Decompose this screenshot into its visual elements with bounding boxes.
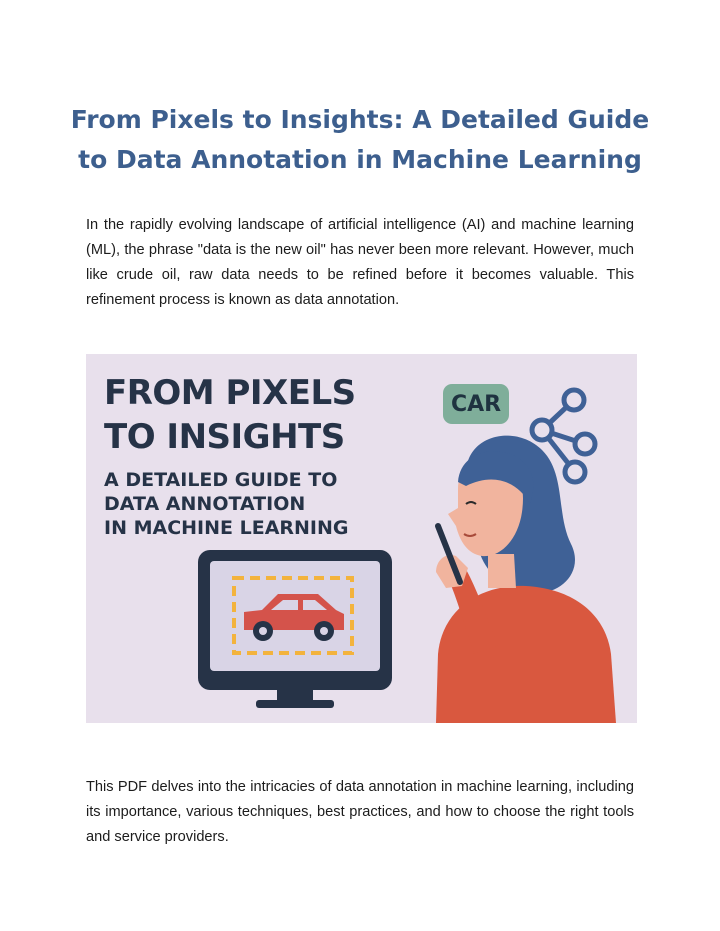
hero-subheadline-line-3: IN MACHINE LEARNING bbox=[104, 517, 349, 539]
intro-paragraph: In the rapidly evolving landscape of artificial intelligence (AI) and machine learning (ML), the phrase "data is the new oil" has never been more relevant. However, much like crude oil, raw data needs to be refined before it becomes valuable. This refinement process is known as data annotation. bbox=[86, 217, 634, 308]
hero-headline-line-1: FROM PIXELS bbox=[104, 373, 356, 413]
title-line-1: From Pixels to Insights: A Detailed Guide bbox=[70, 105, 650, 134]
hero-subheadline-line-2: DATA ANNOTATION bbox=[104, 493, 306, 515]
woman-illustration bbox=[436, 436, 616, 723]
hero-subheadline-line-1: A DETAILED GUIDE TO bbox=[104, 469, 338, 491]
document-title bbox=[60, 100, 660, 180]
car-label-tag: CAR bbox=[443, 384, 509, 424]
hero-illustration bbox=[86, 354, 637, 723]
hero-subheadline bbox=[104, 468, 349, 540]
closing-paragraph: This PDF delves into the intricacies of data annotation in machine learning, including its importance, various techniques, best practices, and how to choose the right tools and service providers. bbox=[86, 779, 634, 845]
hero-headline-line-2: TO INSIGHTS bbox=[104, 417, 345, 457]
title-line-2: to Data Annotation in Machine Learning bbox=[78, 145, 642, 174]
